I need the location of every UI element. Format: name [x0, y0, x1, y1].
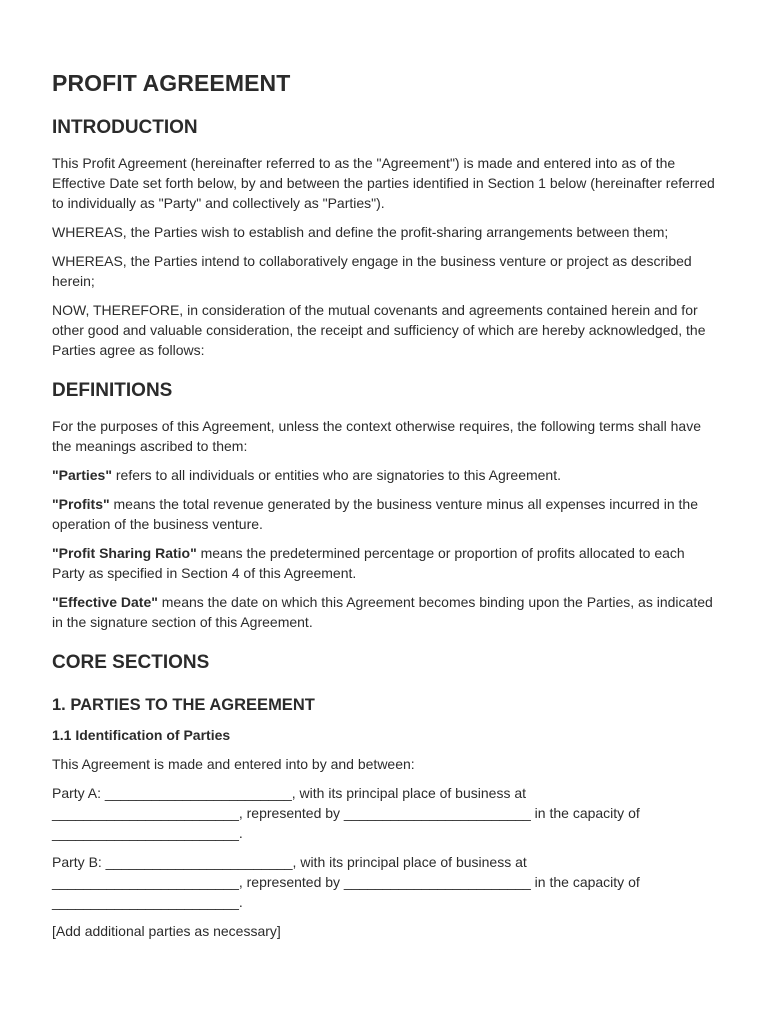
additional-parties-note: [Add additional parties as necessary]: [52, 923, 281, 939]
definitions-heading: DEFINITIONS: [52, 380, 173, 401]
document-title: PROFIT AGREEMENT: [52, 70, 291, 96]
definition-text: means the date on which this Agreement becomes binding upon the Parties, as indicated in the signature section of this Agreement.: [52, 594, 713, 630]
definition-term: "Parties": [52, 467, 112, 483]
definitions-intro: For the purposes of this Agreement, unless the context otherwise requires, the following terms shall have the meanings ascribed to them:: [52, 418, 702, 454]
definition-item: [52, 543, 718, 583]
definition-text: means the predetermined percentage or proportion of profits allocated to each Party as specified in Section 4 of this Agreement.: [52, 545, 685, 581]
definition-term: "Effective Date": [52, 594, 158, 610]
section-1-1-heading: 1.1 Identification of Parties: [52, 727, 231, 743]
definition-term: "Profit Sharing Ratio": [52, 545, 197, 561]
definition-text: refers to all individuals or entities who are signatories to this Agreement.: [111, 467, 561, 483]
whereas-paragraph: WHEREAS, the Parties intend to collaboratively engage in the business venture or project as described herein;: [52, 253, 692, 289]
whereas-paragraph: WHEREAS, the Parties wish to establish and define the profit-sharing arrangements between them;: [52, 224, 669, 240]
section-1-heading: 1. PARTIES TO THE AGREEMENT: [52, 696, 315, 714]
party-b-clause: Party B: ________________________, with its principal place of business at ________________________, represented by ________________________ in the capacity of ________________________.: [52, 854, 640, 910]
definition-item: [52, 592, 718, 632]
now-therefore-paragraph: NOW, THEREFORE, in consideration of the mutual covenants and agreements contained herein and for other good and valuable consideration, the receipt and sufficiency of which are hereby acknowledged, the Parties agree as follows:: [52, 302, 706, 358]
definition-item: [52, 465, 718, 485]
definition-item: [52, 494, 718, 534]
definition-text: means the total revenue generated by the business venture minus all expenses incurred in the operation of the business venture.: [52, 496, 698, 532]
introduction-heading: INTRODUCTION: [52, 117, 198, 138]
parties-intro: This Agreement is made and entered into by and between:: [52, 756, 415, 772]
core-sections-heading: CORE SECTIONS: [52, 652, 210, 673]
party-a-clause: Party A: ________________________, with its principal place of business at ________________________, represented by ________________________ in the capacity of ________________________.: [52, 785, 640, 841]
introduction-paragraph: This Profit Agreement (hereinafter referred to as the "Agreement") is made and entered into as of the Effective Date set forth below, by and between the parties identified in Section 1 below (hereinafter referred to individually as "Party" and collectively as "Parties").: [52, 155, 715, 211]
definition-term: "Profits": [52, 496, 110, 512]
